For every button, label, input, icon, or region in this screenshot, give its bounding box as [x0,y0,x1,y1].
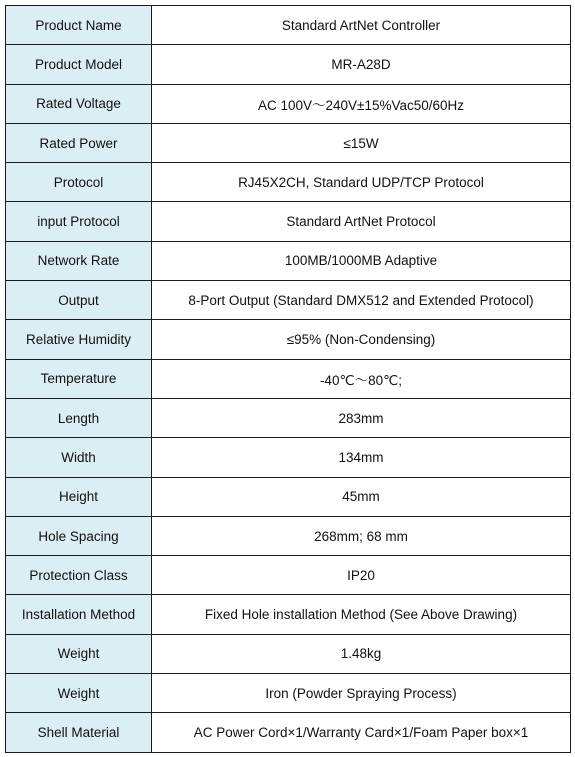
row-value: ≤15W [152,123,571,162]
row-label: Protection Class [6,556,152,595]
row-value: Fixed Hole installation Method (See Above Drawing) [152,595,571,634]
row-label: Height [6,477,152,516]
row-label: Width [6,438,152,477]
row-label: Hole Spacing [6,516,152,555]
row-value: 8-Port Output (Standard DMX512 and Extended Protocol) [152,281,571,320]
table-row [6,674,571,713]
row-value: RJ45X2CH, Standard UDP/TCP Protocol [152,163,571,202]
table-row [6,359,571,398]
row-label: Output [6,281,152,320]
row-value: 268mm; 68 mm [152,516,571,555]
row-value: -40℃～80℃; [152,359,571,398]
spec-table [5,5,571,753]
row-value: 134mm [152,438,571,477]
table-row [6,713,571,752]
row-value: 283mm [152,398,571,437]
row-value: 1.48kg [152,634,571,673]
row-value: Standard ArtNet Protocol [152,202,571,241]
table-row [6,45,571,84]
table-row [6,84,571,123]
spec-table-body [6,6,571,753]
row-label: Weight [6,674,152,713]
table-row [6,516,571,555]
table-row [6,281,571,320]
table-row [6,123,571,162]
row-value: AC 100V～240V±15%Vac50/60Hz [152,84,571,123]
row-label: Shell Material [6,713,152,752]
row-label: Temperature [6,359,152,398]
row-value: Standard ArtNet Controller [152,6,571,45]
row-value: AC Power Cord×1/Warranty Card×1/Foam Paper box×1 [152,713,571,752]
table-row [6,634,571,673]
table-row [6,6,571,45]
row-label: Product Model [6,45,152,84]
row-label: Relative Humidity [6,320,152,359]
row-value: ≤95% (Non-Condensing) [152,320,571,359]
row-label: Installation Method [6,595,152,634]
row-label: Protocol [6,163,152,202]
row-value: IP20 [152,556,571,595]
row-label: Network Rate [6,241,152,280]
table-row [6,320,571,359]
row-value: Iron (Powder Spraying Process) [152,674,571,713]
table-row [6,398,571,437]
row-label: Length [6,398,152,437]
row-value: 45mm [152,477,571,516]
table-row [6,595,571,634]
row-label: Rated Voltage [6,84,152,123]
row-value: 100MB/1000MB Adaptive [152,241,571,280]
table-row [6,556,571,595]
table-row [6,202,571,241]
table-row [6,163,571,202]
row-label: Weight [6,634,152,673]
row-label: Product Name [6,6,152,45]
table-row [6,241,571,280]
table-row [6,477,571,516]
row-label: Rated Power [6,123,152,162]
row-value: MR-A28D [152,45,571,84]
row-label: input Protocol [6,202,152,241]
table-row [6,438,571,477]
